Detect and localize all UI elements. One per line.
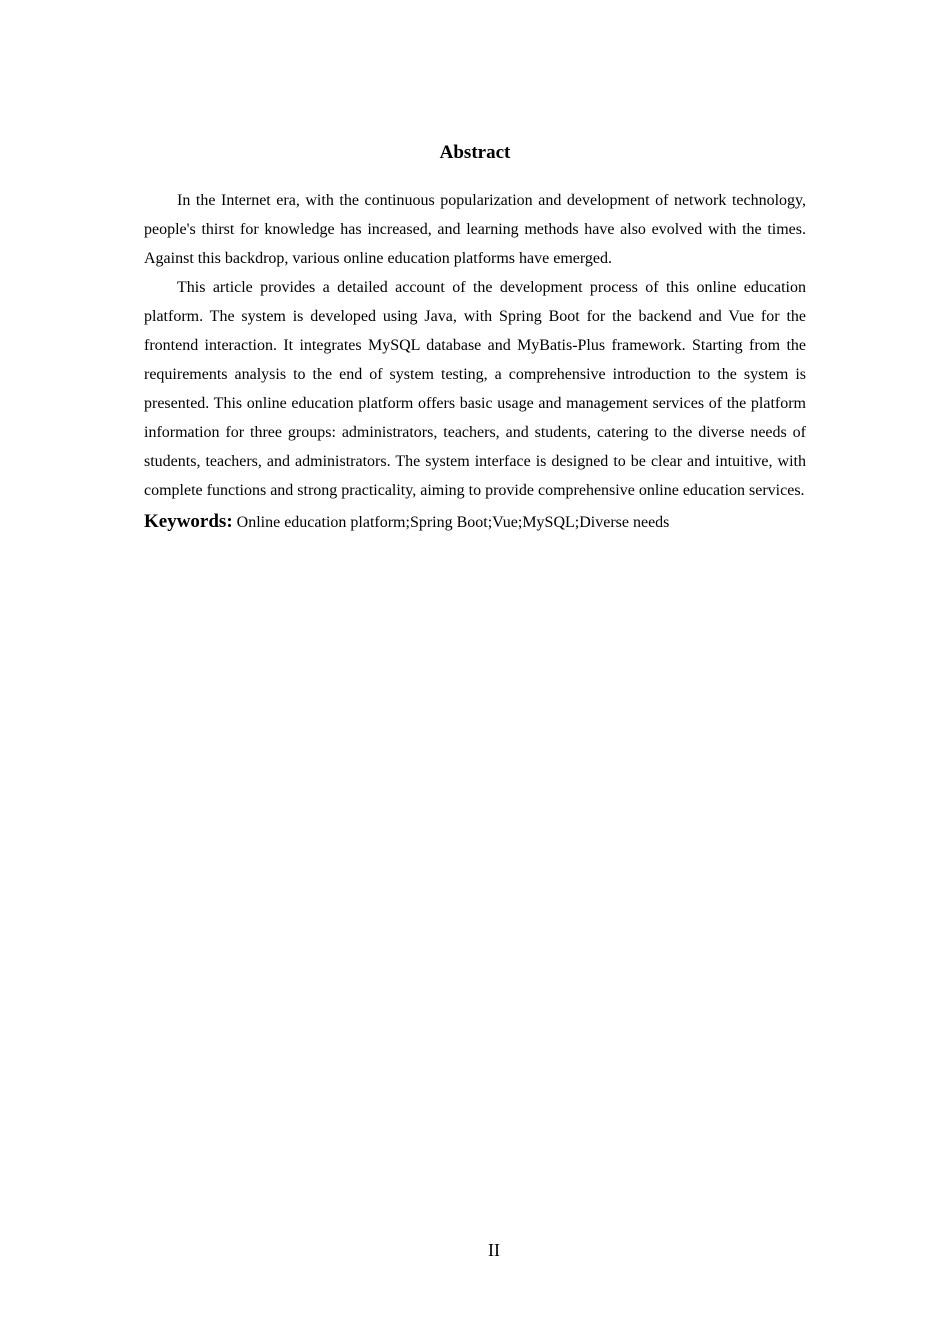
abstract-paragraph-2: This article provides a detailed account of the development process of this online education platform. The system is developed using Java, with Spring Boot for the backend and Vue for the frontend interaction. It integrates MySQL database and MyBatis-Plus framework. Starting from the requirements analysis to the end of system testing, a comprehensive introduction to the system is presented. This online education platform offers basic usage and management services of the platform information for three groups: administrators, teachers, and students, catering to the diverse needs of students, teachers, and administrators. The system interface is designed to be clear and intuitive, with complete functions and strong practicality, aiming to provide comprehensive online education services. bbox=[144, 279, 806, 499]
keywords-text: Online education platform;Spring Boot;Vue;MySQL;Diverse needs bbox=[236, 514, 670, 531]
abstract-title: Abstract bbox=[439, 142, 511, 163]
abstract-paragraph-1: In the Internet era, with the continuous popularization and development of network technology, people's thirst for knowledge has increased, and learning methods have also evolved with the times. Against this backdrop, various online education platforms have emerged. bbox=[144, 192, 806, 267]
page-number: II bbox=[488, 1240, 500, 1260]
keywords-line bbox=[144, 507, 806, 537]
abstract-section bbox=[144, 140, 806, 537]
keywords-label: Keywords: bbox=[144, 511, 233, 532]
